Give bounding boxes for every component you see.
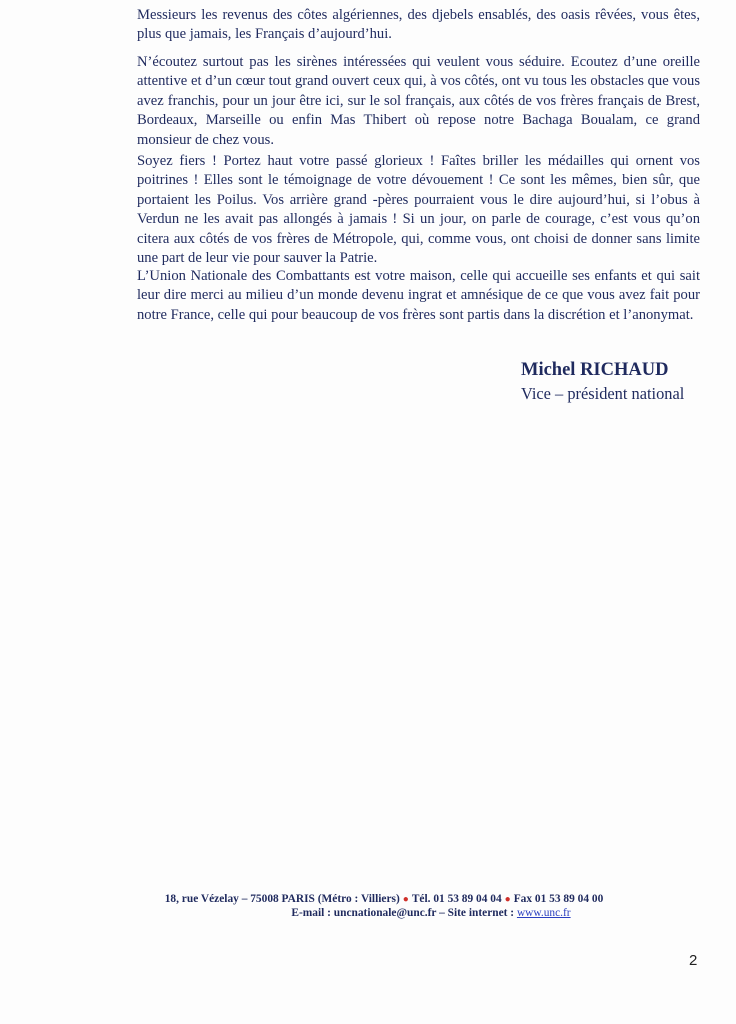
footer-fax: Fax 01 53 89 04 00 (513, 893, 604, 905)
letter-paragraph-1: Messieurs les revenus des côtes algériennes, des djebels ensablés, des oasis rêvées, vous êtes, plus que jamais, les Français d’aujourd’hui. (137, 7, 700, 43)
letter-paragraph-3: Soyez fiers ! Portez haut votre passé glorieux ! Faîtes briller les médailles qui ornent vos poitrines ! Elles sont le témoignage de votre dévouement ! Ce sont les mêmes, bien sûr, que portaient les Poilus. Vos arrière grand -pères pourraient vous le dire aujourd’hui, si l’obus à Verdun ne les avait pas allongés à jamais ! Si un jour, on parle de courage, c’est vous qu’on citera aux côtés de vos frères de Métropole, qui, comme vous, ont choisi de donner sans limite une part de leur vie pour sauver la Patrie. (137, 153, 700, 267)
footer-phone: Tél. 01 53 89 04 04 (411, 893, 502, 905)
footer-email: E-mail : uncnationale@unc.fr – Site internet : (291, 907, 515, 919)
signature-name: Michel RICHAUD (521, 360, 669, 380)
letter-paragraph-2: N’écoutez surtout pas les sirènes intéressées qui veulent vous séduire. Ecoutez d’une oreille attentive et d’un cœur tout grand ouvert ceux qui, à vos côtés, ont vu tous les obstacles que vous avez franchis, pour un jour être ici, sur le sol français, aux côtés de vos frères français de Brest, Bordeaux, Marseille ou enfin Mas Thibert où repose notre Bachaga Boualam, ce grand monsieur de chez vous. (137, 54, 700, 148)
signature-title: Vice – président national (521, 384, 685, 403)
footer-web-line (0, 907, 736, 919)
bullet-separator-icon: ● (402, 894, 409, 905)
footer-contact-line (0, 893, 736, 905)
page-number: 2 (689, 952, 698, 969)
bullet-separator-icon: ● (504, 894, 511, 905)
footer-website-link[interactable]: www.unc.fr (516, 907, 571, 919)
footer-address: 18, rue Vézelay – 75008 PARIS (Métro : Villiers) (164, 893, 400, 905)
letter-paragraph-4: L’Union Nationale des Combattants est votre maison, celle qui accueille ses enfants et qui sait leur dire merci au milieu d’un monde devenu ingrat et amnésique de ce que vous avez fait pour notre France, celle qui pour beaucoup de vos frères sont partis dans la discrétion et l’anonymat. (137, 268, 700, 323)
